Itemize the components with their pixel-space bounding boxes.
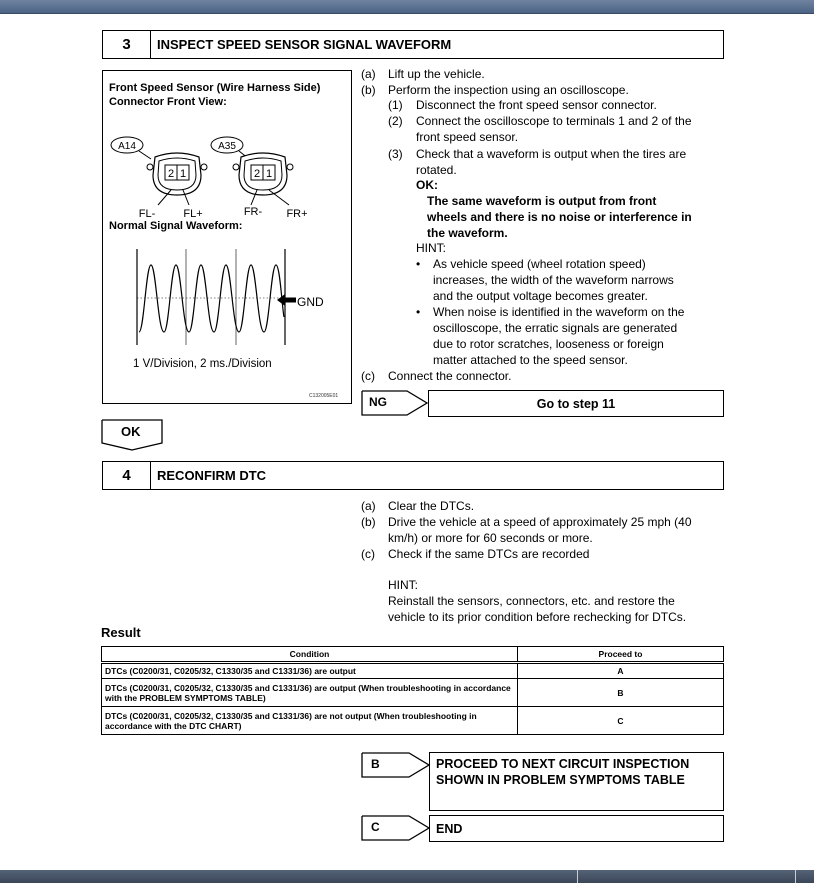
step-c-text: Connect the connector. [388,369,512,383]
connector-diagram [103,129,351,229]
table-row [102,707,724,735]
b-destination-line1: PROCEED TO NEXT CIRCUIT INSPECTION [436,757,690,771]
c-branch-arrow[interactable] [361,815,431,841]
table-cell-condition: DTCs (C0200/31, C0205/32, C1330/35 and C1331/36) are output (When troubleshooting in accordance with the PROBLEM SYMPTOMS TABLE) [102,679,518,707]
ok-branch-arrow[interactable] [101,419,163,451]
step4-a-text: Clear the DTCs. [388,499,475,513]
hint-2-line1: When noise is identified in the waveform on the [433,305,685,319]
ok-label: OK [121,424,141,439]
hint-2-line4: matter attached to the speed sensor. [433,353,628,367]
header-proceed: Proceed to [518,647,724,663]
table-cell-proceed: C [518,707,724,735]
step-3-header [102,30,724,59]
step-number: 3 [103,31,151,58]
b-destination-box[interactable] [429,752,724,811]
step-b2-line2: front speed sensor. [416,130,519,144]
waveform-trace [139,265,284,332]
ng-branch-arrow[interactable] [361,390,429,416]
ok-criteria-line1: The same waveform is output from front [427,194,657,208]
step-a-text: Lift up the vehicle. [388,67,485,81]
result-label: Result [101,625,141,640]
oscilloscope-waveform [136,247,286,347]
c-destination-box[interactable] [429,815,724,842]
step-b1-marker: (1) [388,98,403,112]
window-bottom-bar [0,870,814,883]
gnd-arrow-icon [277,293,297,307]
connector-a14-label-minus: FL- [138,208,156,220]
ng-destination-box[interactable] [428,390,724,417]
ok-criteria-line2: wheels and there is no noise or interference in [427,210,692,224]
connector-a35 [211,137,308,220]
figure-heading: Front Speed Sensor (Wire Harness Side) [109,82,321,94]
step-b3-line2: rotated. [416,163,457,177]
b-branch-arrow[interactable] [361,752,431,778]
step-title: RECONFIRM DTC [157,468,267,483]
c-label: C [371,820,380,834]
hint-2-line3: due to rotor scratches, looseness or foreign [433,337,664,351]
step-a-marker: (a) [361,67,376,81]
hint-1-line1: As vehicle speed (wheel rotation speed) [433,257,646,271]
hint-bullet-1: • [416,257,421,271]
table-header-row [102,647,724,663]
step-b3-line1: Check that a waveform is output when the tires are [416,147,687,161]
step-c-marker: (c) [361,369,375,383]
connector-waveform-figure [102,70,352,404]
step4-c-marker: (c) [361,547,375,561]
hint-2-line2: oscilloscope, the erratic signals are generated [433,321,678,335]
b-label: B [371,757,380,771]
step-b1-text: Disconnect the front speed sensor connector. [416,98,657,112]
connector-a14-id: A14 [118,141,136,152]
waveform-heading: Normal Signal Waveform: [109,220,243,232]
table-cell-proceed: B [518,679,724,707]
step4-hint-line2: vehicle to its prior condition before rechecking for DTCs. [388,610,687,624]
connector-a35-pin-1: 1 [265,168,273,180]
connector-a35-id: A35 [218,141,236,152]
ok-criteria-line3: the waveform. [427,226,508,240]
scale-caption: 1 V/Division, 2 ms./Division [133,358,272,370]
connector-a14-pin-2: 2 [167,168,175,180]
step-b2-marker: (2) [388,114,403,128]
figure-code: C132005E01 [309,393,339,399]
connector-a35-label-plus: FR+ [286,208,308,220]
result-table [101,646,724,735]
connector-a35-pin-2: 2 [253,168,261,180]
step-b-text: Perform the inspection using an oscilloscope. [388,83,629,97]
step-number: 4 [103,462,151,489]
gnd-label: GND [297,295,324,309]
connector-a35-label-minus: FR- [243,206,263,218]
hint-1-line2: increases, the width of the waveform narrows [433,273,674,287]
table-cell-condition: DTCs (C0200/31, C0205/32, C1330/35 and C1331/36) are output [102,663,518,679]
step-b3-marker: (3) [388,147,403,161]
ng-destination-text: Go to step 11 [536,397,616,411]
hint-1-line3: and the output voltage becomes greater. [433,289,648,303]
connector-a14-pin-1: 1 [179,168,187,180]
bottom-bar-divider [795,870,796,883]
ok-criteria-label: OK: [416,178,438,192]
step4-b-marker: (b) [361,515,376,529]
connector-a14-label-plus: FL+ [183,208,203,220]
step4-a-marker: (a) [361,499,376,513]
step-title: INSPECT SPEED SENSOR SIGNAL WAVEFORM [157,37,452,52]
step4-hint-label: HINT: [388,578,418,592]
hint-label: HINT: [416,241,446,255]
b-destination-line2: SHOWN IN PROBLEM SYMPTOMS TABLE [436,773,685,787]
step4-b-line1: Drive the vehicle at a speed of approximately 25 mph (40 [388,515,692,529]
step4-c-text: Check if the same DTCs are recorded [388,547,590,561]
table-row [102,663,724,679]
step-4-header [102,461,724,490]
c-destination-text: END [436,822,463,836]
table-row [102,679,724,707]
connector-a14 [111,137,207,220]
ng-label: NG [369,395,387,409]
step4-hint-line1: Reinstall the sensors, connectors, etc. and restore the [388,594,675,608]
bottom-bar-divider [577,870,578,883]
step-b2-line1: Connect the oscilloscope to terminals 1 and 2 of the [416,114,692,128]
header-condition: Condition [102,647,518,663]
step-b-marker: (b) [361,83,376,97]
table-cell-proceed: A [518,663,724,679]
window-top-bar [0,0,814,14]
step4-b-line2: km/h) or more for 60 seconds or more. [388,531,593,545]
table-cell-condition: DTCs (C0200/31, C0205/32, C1330/35 and C1331/36) are not output (When troubleshooting in accordance with the DTC CHART) [102,707,518,735]
hint-bullet-2: • [416,305,421,319]
figure-subheading: Connector Front View: [109,96,227,108]
